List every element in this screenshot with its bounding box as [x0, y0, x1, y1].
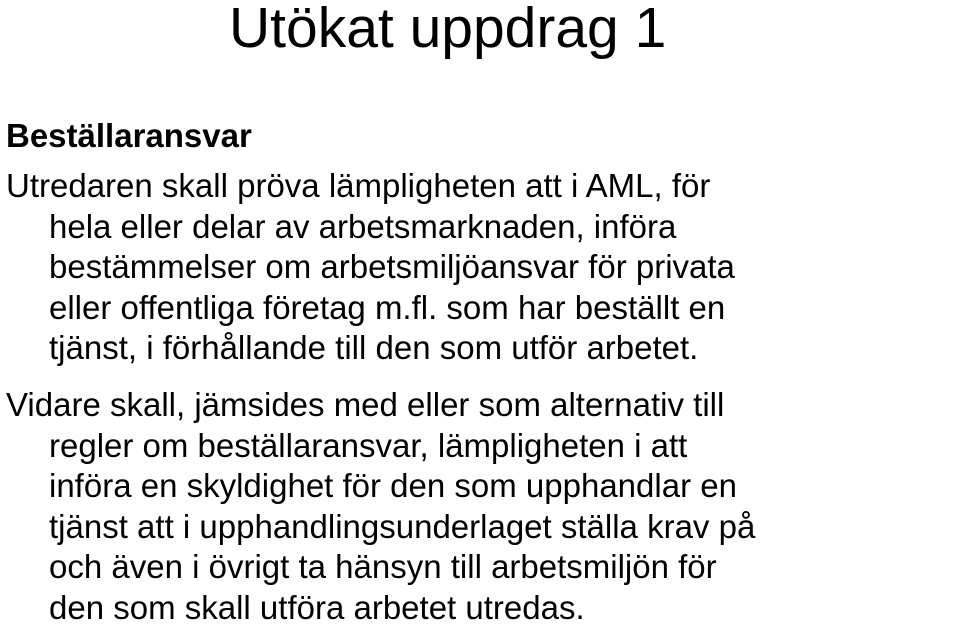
paragraph-line: hela eller delar av arbetsmarknaden, införa: [6, 207, 735, 248]
paragraph-line: Utredaren skall pröva lämpligheten att i AML, för: [6, 166, 735, 207]
paragraph-line: tjänst, i förhållande till den som utför arbetet.: [6, 328, 735, 369]
paragraph-line: tjänst att i upphandlingsunderlaget ställa krav på: [6, 507, 755, 548]
paragraph-line: eller offentliga företag m.fl. som har beställt en: [6, 288, 735, 329]
paragraph-line: Vidare skall, jämsides med eller som alternativ till: [6, 385, 755, 426]
paragraph-line: och även i övrigt ta hänsyn till arbetsmiljön för: [6, 547, 755, 588]
section-heading: Beställaransvar: [6, 116, 252, 156]
paragraph-line: införa en skyldighet för den som upphandlar en: [6, 466, 755, 507]
paragraph-line: den som skall utföra arbetet utredas.: [6, 588, 755, 628]
paragraph-2: [6, 385, 755, 628]
paragraph-1: [6, 166, 735, 369]
paragraph-line: regler om beställaransvar, lämpligheten i att: [6, 426, 755, 467]
slide-title: Utökat uppdrag 1: [229, 0, 666, 62]
paragraph-line: bestämmelser om arbetsmiljöansvar för privata: [6, 247, 735, 288]
